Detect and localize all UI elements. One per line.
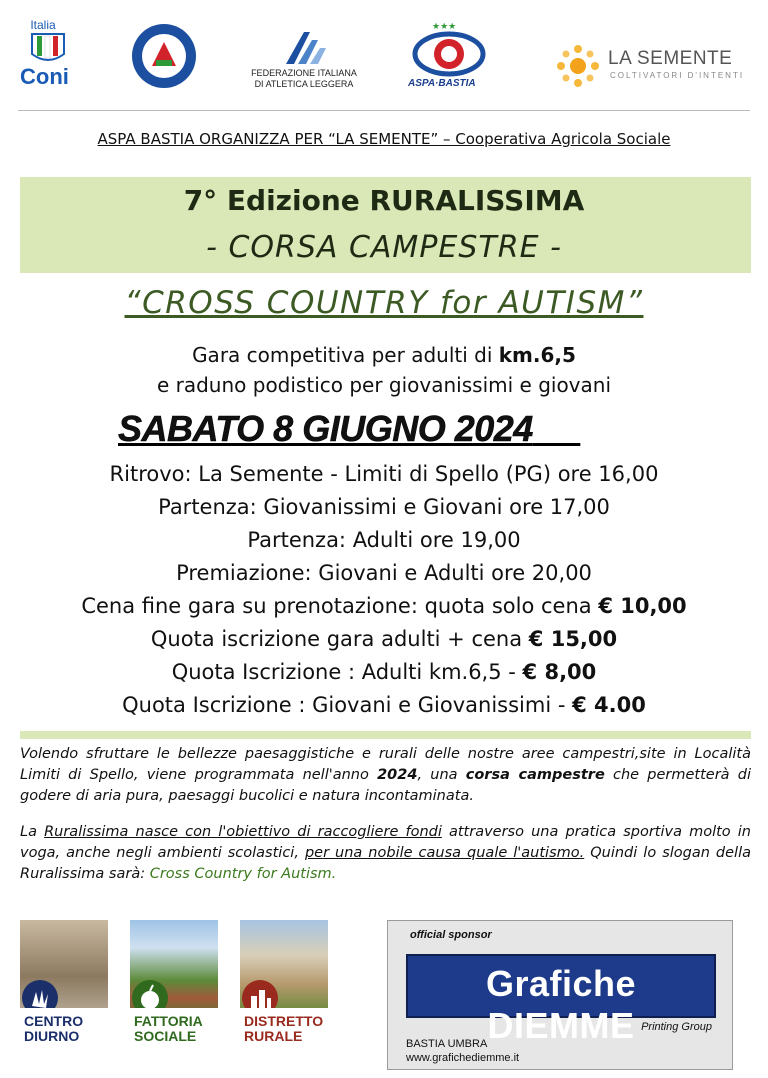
fidal-name-line2: DI ATLETICA LEGGERA [254,79,354,89]
fattoria-sociale-label-line1: FATTORIA [134,1013,203,1029]
sponsor-tagline: Printing Group [641,1021,712,1033]
schedule-quota-adulti-text: Quota Iscrizione : Adulti km.6,5 - [171,660,523,684]
sponsor-website: www.grafichediemme.it [406,1052,520,1064]
fidal-logo [248,30,360,90]
schedule-partenza-giovani-text: Partenza: Giovanissimi e Giovani ore 17,00 [158,495,610,519]
header-divider [18,110,750,111]
distretto-rurale-label-line2: RURALE [244,1028,303,1044]
schedule-quota-adulti-cena-text: Quota iscrizione gara adulti + cena [150,627,529,651]
corsa-campestre-title: - CORSA CAMPESTRE - [206,230,562,265]
sponsor-brand-b: DIEMME [487,1005,635,1046]
schedule-partenza-adulti-text: Partenza: Adulti ore 19,00 [247,528,521,552]
gara-line-1 [0,343,768,367]
p2-objective: Ruralissima nasce con l'obiettivo di raccogliere fondi [44,824,442,840]
schedule-quota-giovani [0,693,768,717]
p1-part-e: che permetterà di godere di aria pura, paesaggi bucolici e natura incontaminata. [20,767,752,804]
organizer-line: ASPA BASTIA ORGANIZZA PER “LA SEMENTE” – Cooperativa Agricola Sociale [97,130,671,148]
schedule-quota-giovani-price: € 4.00 [572,693,646,717]
section-divider-band [20,731,751,739]
sponsor-title: official sponsor [410,929,492,941]
schedule-quota-adulti [0,660,768,684]
sponsor-box [387,920,733,1070]
schedule-ritrovo-text: Ritrovo: La Semente - Limiti di Spello (PG) ore 16,00 [109,462,659,486]
event-date [118,408,580,450]
schedule-premiazione-text: Premiazione: Giovani e Adulti ore 20,00 [176,561,592,585]
distretto-rurale-label [244,1014,323,1044]
distretto-rurale-tile [240,920,328,1046]
sponsor-brand-a: Grafiche [485,963,637,1004]
p2-part-e: Quindi lo slogan della Ruralissima sarà: [20,845,751,882]
p2-part-c: attraverso una pratica sportiva molto in voga, anche negli ambienti scolastici, [20,824,751,861]
schedule-premiazione [0,561,768,585]
coni-logo-top-text: Italia [30,18,56,32]
gara-distance: km.6,5 [498,343,576,367]
p1-part-a: Volendo sfruttare le bellezze paesaggistiche e rurali delle nostre aree campestri,site in Località Limiti di Spello, viene programmata nell'anno [20,746,751,783]
aspa-bastia-logo [404,20,494,92]
coni-logo [18,18,82,92]
description-paragraph-2 [20,822,751,885]
sponsor-city: BASTIA UMBRA [406,1038,488,1050]
schedule-quota-giovani-text: Quota Iscrizione : Giovani e Giovanissimi - [122,693,573,717]
schedule-quota-adulti-price: € 8,00 [522,660,597,684]
fattoria-sociale-tile [130,920,218,1046]
schedule-partenza-giovani [0,495,768,519]
semente-tagline: COLTIVATORI D'INTENTI [610,71,745,80]
centro-diurno-label-line2: DIURNO [24,1028,80,1044]
aspa-rings-icon [410,20,488,78]
aspa-name: ASPA·BASTIA [408,78,476,89]
centro-diurno-label [24,1014,83,1044]
cross-country-slogan: “CROSS COUNTRY for AUTISM” [124,285,644,321]
centro-diurno-label-line1: CENTRO [24,1013,84,1029]
csi-seal-icon [130,22,198,90]
p2-part-a: La [20,824,45,840]
schedule-cena-price: € 10,00 [598,594,687,618]
p1-year: 2024 [377,767,418,783]
gara-line-2: e raduno podistico per giovanissimi e giovani [156,373,612,397]
schedule-quota-adulti-cena [0,627,768,651]
schedule-cena-text: Cena fine gara su prenotazione: quota solo cena [81,594,599,618]
fidal-runner-icon [280,30,328,66]
gara-line-1-text: Gara competitiva per adulti di [192,343,499,367]
svg-text:★★★: ★★★ [432,22,457,32]
semente-name: LA SEMENTE [608,48,733,69]
schedule-quota-adulti-cena-price: € 15,00 [528,627,618,651]
schedule-cena [0,594,768,618]
coni-logo-bottom-text: Coni [20,64,69,89]
semente-sun-icon [556,44,600,88]
p2-slogan: Cross Country for Autism. [149,866,337,882]
description-paragraph-1 [20,744,751,807]
fattoria-sociale-label [134,1014,203,1044]
p1-part-c: , una [417,767,466,783]
centro-diurno-tile [20,920,108,1046]
csi-logo [130,22,198,90]
coni-rings-icon [28,32,68,64]
schedule-partenza-adulti [0,528,768,552]
fattoria-sociale-label-line2: SOCIALE [134,1028,197,1044]
p2-cause: per una nobile causa quale l'autismo. [304,845,585,861]
event-date-text: SABATO 8 GIUGNO 2024 [118,408,533,449]
fidal-name-line1: FEDERAZIONE ITALIANA [251,68,357,78]
distretto-rurale-label-line1: DISTRETTO [244,1013,324,1029]
edition-title: 7° Edizione RURALISSIMA [183,184,585,217]
la-semente-logo [556,44,756,88]
sponsor-brand [408,963,714,1047]
schedule-ritrovo [0,462,768,486]
p1-corsa-campestre: corsa campestre [465,767,605,783]
